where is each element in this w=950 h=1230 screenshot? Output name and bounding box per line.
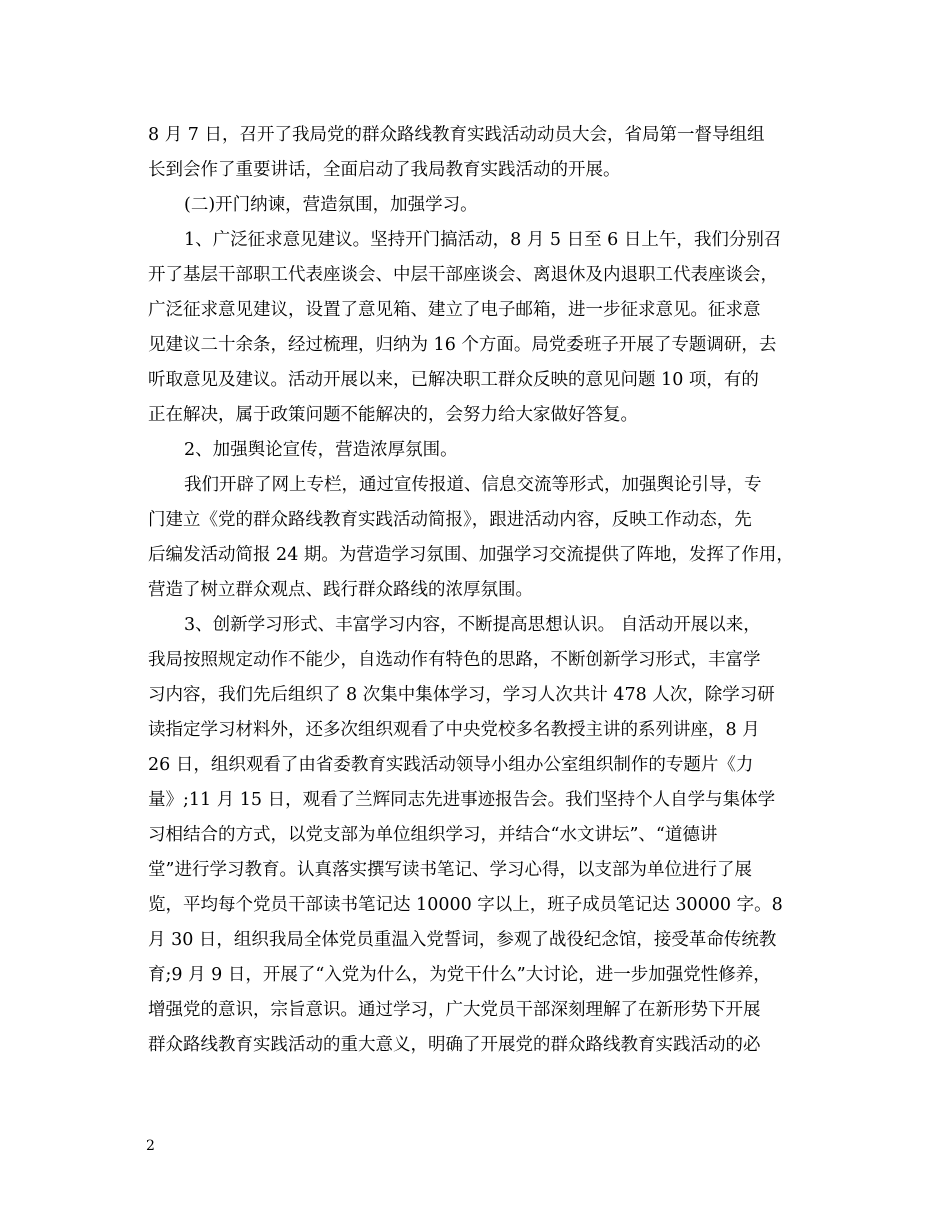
text-line: 正在解决，属于政策问题不能解决的，会努力给大家做好答复。 bbox=[148, 405, 638, 425]
text-line: 长到会作了重要讲话，全面启动了我局教育实践活动的开展。 bbox=[148, 160, 621, 180]
text-line: 门建立《党的群众路线教育实践活动简报》，跟进活动内容，反映工作动态，先 bbox=[148, 510, 752, 530]
document-body bbox=[148, 118, 828, 1063]
text-line: 习内容，我们先后组织了 8 次集中集体学习，学习人次共计 478 人次，除学习研 bbox=[148, 685, 775, 705]
text-line: 26 日，组织观看了由省委教育实践活动领导小组办公室组织制作的专题片《力 bbox=[148, 755, 754, 775]
text-line: 广泛征求意见建议，设置了意见箱、建立了电子邮箱，进一步征求意见。征求意 bbox=[148, 300, 761, 320]
text-line: 3、创新学习形式、丰富学习内容，不断提高思想认识。 自活动开展以来， bbox=[184, 615, 761, 635]
text-line: 我们开辟了网上专栏，通过宣传报道、信息交流等形式，加强舆论引导，专 bbox=[184, 475, 762, 495]
text-line: 月 30 日，组织我局全体党员重温入党誓词，参观了战役纪念馆，接受革命传统教 bbox=[148, 930, 777, 950]
text-line: 2、加强舆论宣传，营造浓厚氛围。 bbox=[184, 440, 458, 460]
text-line: 量》;11 月 15 日，观看了兰辉同志先进事迹报告会。我们坚持个人自学与集体学 bbox=[148, 790, 776, 810]
text-line: 堂”进行学习教育。认真落实撰写读书笔记、学习心得，以支部为单位进行了展 bbox=[148, 860, 752, 880]
text-line: 见建议二十余条，经过梳理，归纳为 16 个方面。局党委班子开展了专题调研，去 bbox=[148, 335, 777, 355]
text-line: 览，平均每个党员干部读书笔记达 10000 字以上，班子成员笔记达 30000 字。8 bbox=[148, 895, 783, 915]
text-line: 我局按照规定动作不能少，自选动作有特色的思路，不断创新学习形式，丰富学 bbox=[148, 650, 761, 670]
text-line: 习相结合的方式，以党支部为单位组织学习，并结合“水文讲坛”、“道德讲 bbox=[148, 825, 718, 845]
text-line: 群众路线教育实践活动的重大意义，明确了开展党的群众路线教育实践活动的必 bbox=[148, 1035, 761, 1055]
text-line: (二)开门纳谏，营造氛围，加强学习。 bbox=[184, 195, 478, 215]
page-number: 2 bbox=[146, 1138, 155, 1154]
text-line: 增强党的意识，宗旨意识。通过学习，广大党员干部深刻理解了在新形势下开展 bbox=[148, 1000, 761, 1020]
text-line: 营造了树立群众观点、践行群众路线的浓厚氛围。 bbox=[148, 580, 533, 600]
text-line: 听取意见及建议。活动开展以来，已解决职工群众反映的意见问题 10 项，有的 bbox=[148, 370, 759, 390]
text-line: 读指定学习材料外，还多次组织观看了中央党校多名教授主讲的系列讲座，8 月 bbox=[148, 720, 760, 740]
text-line: 育;9 月 9 日，开展了“入党为什么，为党干什么”大讨论，进一步加强党性修养， bbox=[148, 965, 771, 985]
text-line: 8 月 7 日，召开了我局党的群众路线教育实践活动动员大会，省局第一督导组组 bbox=[148, 125, 765, 145]
text-line: 1、广泛征求意见建议。坚持开门搞活动，8 月 5 日至 6 日上午，我们分别召 bbox=[184, 230, 782, 250]
text-line: 开了基层干部职工代表座谈会、中层干部座谈会、离退休及内退职工代表座谈会， bbox=[148, 265, 778, 285]
text-line: 后编发活动简报 24 期。为营造学习氛围、加强学习交流提供了阵地，发挥了作用， bbox=[148, 545, 794, 565]
